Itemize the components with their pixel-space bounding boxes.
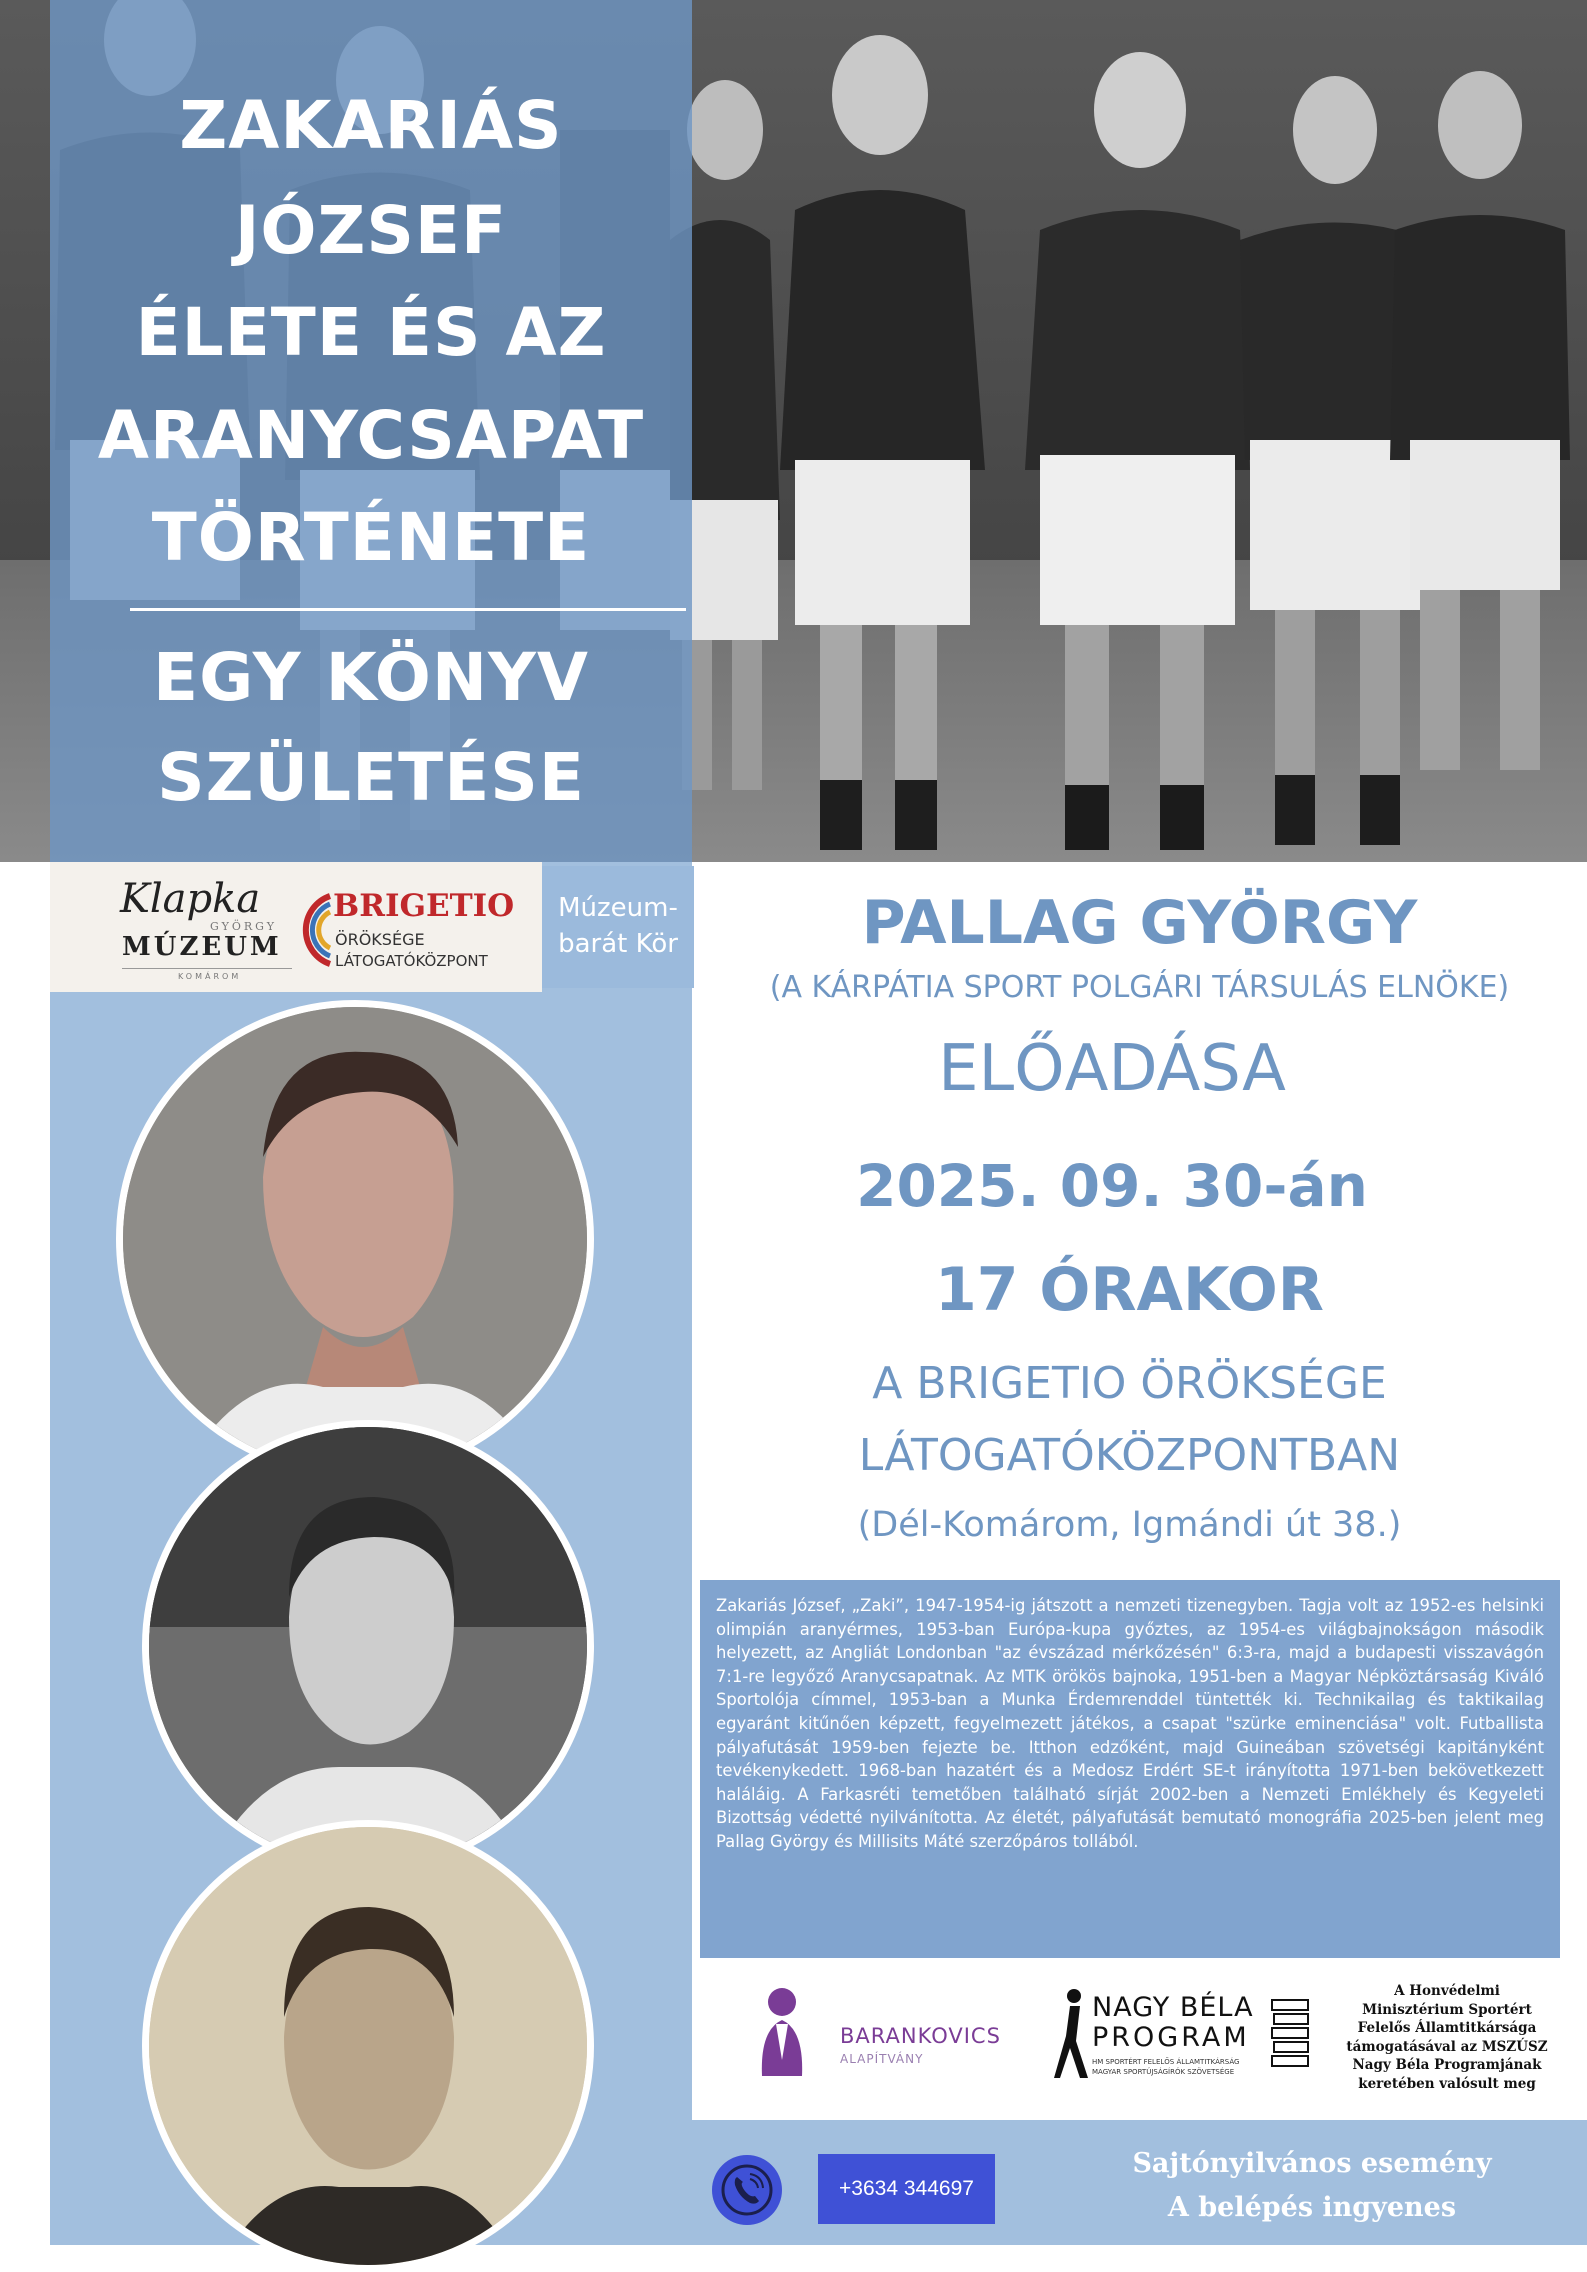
klapka-muzeum: MÚZEUM	[122, 932, 282, 962]
support-line-6: keretében valósult meg	[1358, 2075, 1536, 2092]
footer	[692, 2120, 1587, 2245]
title-panel	[50, 0, 692, 862]
klapka-komarom: KOMÁROM	[178, 972, 242, 981]
support-line-5: Nagy Béla Programjának	[1352, 2057, 1542, 2073]
nagy-bela-line2: PROGRAM	[1092, 2022, 1250, 2053]
speaker-name: PALLAG GYÖRGY	[861, 888, 1418, 958]
biography-text: Zakariás József, „Zaki”, 1947-1954-ig játszott a nemzeti tizenegyben. Tagja volt az 1952-es helsinki olimpián aranyérmes, 1953-ban Európa-kupa győztes, az 1954-es világbajnokságon második helyezett, az Angliát Londonban "az évszázad mérkőzésén" 6:3-ra, majd a budapesti visszavágón 7:1-re legyőző Aranycsapatnak. Az MTK örökös bajnoka, 1951-ben a Magyar Népköztársaság Kiváló Sportolója címmel, 1953-ban a Munka Érdemrenddel tüntették ki. Technikailag és taktikailag egyaránt kitűnően képzett, fegyelmezett játékos, a csapat "szürke eminenciása" volt. Futballista pályafutását 1959-ben fejezte be. Itthon edzőként, majd Guineában szövetségi kapitányként tevékenykedett. 1968-ban hazatért és a Medosz Erdért SE-t irányította 1971-ben bekövetkezett haláláig. A Farkasréti temetőben található sírját 2002-ben a Nemzeti Emlékhely és Kegyeleti Bizottság védetté nyilvánította. Az életét, pályafutását bemutató monográfia 2025-ben jelent meg Pallag György és Millisits Máté szerzőpáros tollából.	[700, 1580, 1560, 1958]
klapka-script: Klapka	[120, 876, 261, 922]
venue-address: (Dél-Komárom, Igmándi út 38.)	[857, 1505, 1402, 1545]
support-line-3: Felelős Államtitkársága	[1357, 2020, 1537, 2036]
brigetio-arc-icon	[285, 890, 335, 970]
sponsor-strip	[692, 1960, 1587, 2120]
muzeum-kor-line1: Múzeum-	[558, 893, 678, 923]
klapka-rule	[122, 968, 292, 969]
title-line-4: ARANYCSAPAT	[97, 397, 645, 474]
title-line-2: JÓZSEF	[234, 192, 508, 269]
title-line-3: ÉLETE ÉS AZ	[135, 294, 607, 371]
barankovics-logo-icon	[752, 1980, 812, 2076]
subtitle-line-2: SZÜLETÉSE	[157, 739, 585, 816]
nagy-bela-logo	[1052, 1986, 1312, 2096]
footer-line-1: Sajtónyilvános esemény	[1132, 2148, 1492, 2179]
brigetio-logo	[285, 876, 545, 986]
nagy-bela-sub1: HM SPORTÉRT FELELŐS ÁLLAMTITKÁRSÁG	[1092, 2058, 1240, 2066]
books-icon	[1270, 1998, 1310, 2072]
speaker-role: (A KÁRPÁTIA SPORT POLGÁRI TÁRSULÁS ELNÖKE)	[769, 970, 1510, 1005]
footer-line-2: A belépés ingyenes	[1167, 2192, 1457, 2223]
barankovics-name: BARANKOVICS	[840, 2024, 1001, 2048]
muzeum-kor-line2: barát Kör	[558, 929, 678, 959]
barankovics-logo	[752, 1980, 1012, 2080]
brigetio-name: BRIGETIO	[333, 888, 515, 924]
barankovics-sub: ALAPÍTVÁNY	[840, 2052, 924, 2066]
support-line-1: A Honvédelmi	[1394, 1983, 1500, 1999]
title-line-1: ZAKARIÁS	[179, 87, 563, 164]
venue-line-1: A BRIGETIO ÖRÖKSÉGE	[872, 1358, 1387, 1409]
klapka-muzeum-logo	[100, 876, 300, 986]
support-line-2: Minisztérium Sportért	[1362, 2001, 1532, 2018]
nagy-bela-sub2: MAGYAR SPORTÚJSÁGÍRÓK SZÖVETSÉGE	[1092, 2068, 1235, 2076]
team-photo	[0, 0, 1587, 862]
nagy-bela-line1: NAGY BÉLA	[1092, 1992, 1254, 2023]
support-statement	[1332, 1982, 1562, 2093]
left-column	[50, 862, 692, 2245]
event-date: 2025. 09. 30-án	[856, 1152, 1368, 1220]
title-divider	[130, 608, 686, 611]
logo-box	[50, 862, 542, 992]
nagy-bela-logo-icon	[1052, 1986, 1092, 2082]
klapka-gyorgy: GYÖRGY	[210, 920, 278, 933]
portrait-1-illustration	[123, 1007, 587, 1471]
portrait-2	[142, 1420, 594, 1872]
talk-label: ELŐADÁSA	[938, 1032, 1286, 1106]
portrait-3-illustration	[149, 1827, 587, 2265]
muzeum-barat-kor-box	[542, 866, 694, 988]
portrait-3	[142, 1820, 594, 2272]
brigetio-line1: ÖRÖKSÉGE	[335, 930, 425, 949]
subtitle-line-1: EGY KÖNYV	[153, 639, 589, 716]
phone-icon	[712, 2155, 782, 2225]
phone-glyph	[712, 2155, 782, 2225]
event-time: 17 ÓRAKOR	[934, 1255, 1325, 1325]
venue-line-2: LÁTOGATÓKÖZPONTBAN	[858, 1430, 1401, 1481]
portrait-2-illustration	[149, 1427, 587, 1865]
brigetio-line2: LÁTOGATÓKÖZPONT	[335, 952, 488, 970]
title-line-5: TÖRTÉNETE	[151, 499, 591, 576]
phone-number[interactable]: +3634 344697	[818, 2154, 995, 2224]
portrait-1	[116, 1000, 594, 1478]
support-line-4: támogatásával az MSZÚSZ	[1346, 2038, 1548, 2055]
